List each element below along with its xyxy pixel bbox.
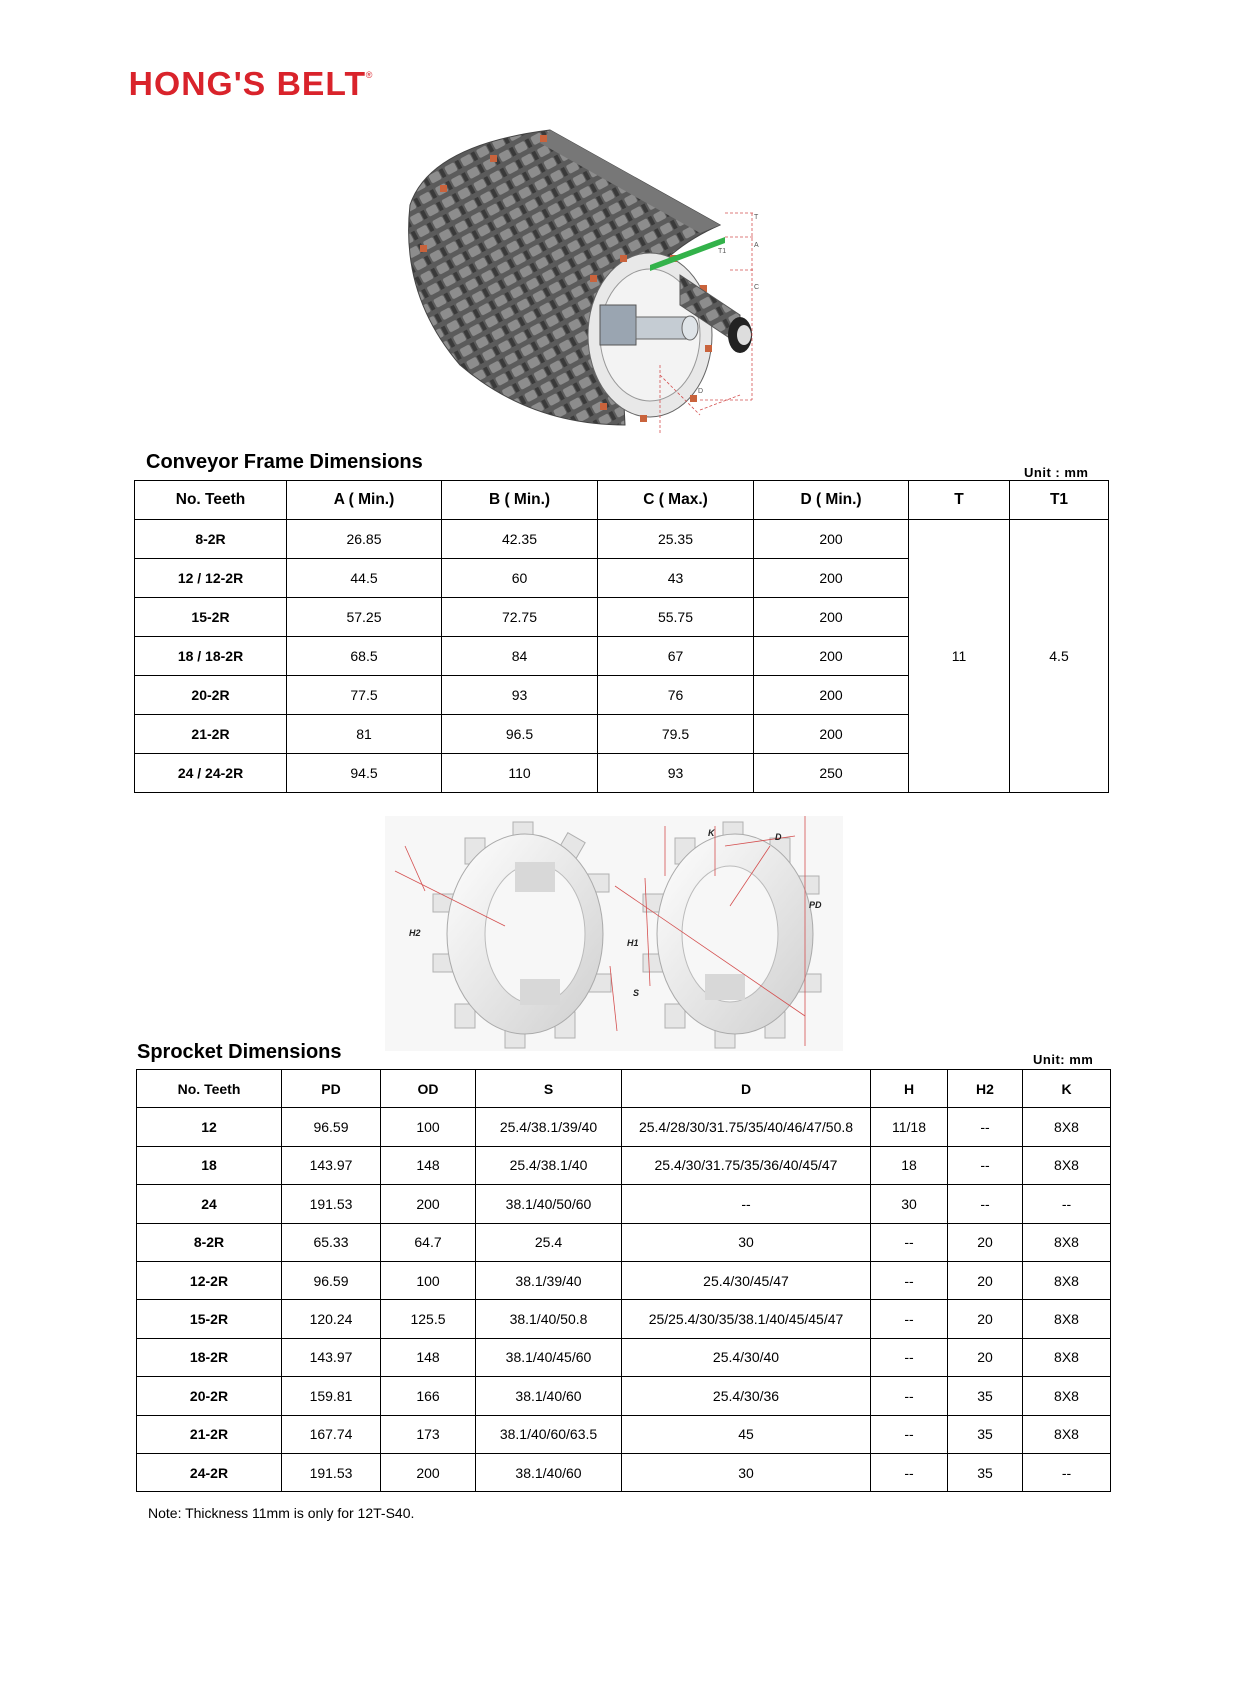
- table-cell: 20: [948, 1261, 1023, 1299]
- table-cell: 25.4/38.1/39/40: [476, 1108, 622, 1146]
- table-cell: 18 / 18-2R: [135, 637, 287, 676]
- column-header: K: [1023, 1070, 1111, 1108]
- registered-mark: ®: [365, 70, 373, 80]
- table-cell: 8X8: [1023, 1377, 1111, 1415]
- table-cell: 24: [137, 1185, 282, 1223]
- table-row: [137, 1146, 1111, 1184]
- table-cell: 8X8: [1023, 1223, 1111, 1261]
- table-cell: 24-2R: [137, 1453, 282, 1491]
- table-row: [137, 1108, 1111, 1146]
- table-cell: 8-2R: [135, 520, 287, 559]
- table-cell: 45: [622, 1415, 871, 1453]
- table-cell: 96.59: [282, 1108, 381, 1146]
- table-cell: 60: [442, 559, 598, 598]
- table-cell: --: [1023, 1185, 1111, 1223]
- table-cell: 18: [871, 1146, 948, 1184]
- table-cell: 25.4/38.1/40: [476, 1146, 622, 1184]
- column-header: OD: [381, 1070, 476, 1108]
- table-row: [137, 1338, 1111, 1376]
- table-cell: 38.1/40/50/60: [476, 1185, 622, 1223]
- table-header-row: [137, 1070, 1111, 1108]
- table-cell: 76: [598, 676, 754, 715]
- table-cell: 143.97: [282, 1338, 381, 1376]
- table-cell: 20-2R: [137, 1377, 282, 1415]
- table-cell: 44.5: [287, 559, 442, 598]
- table-cell: 200: [381, 1185, 476, 1223]
- table-cell: 84: [442, 637, 598, 676]
- table-cell: 148: [381, 1338, 476, 1376]
- table-cell: --: [871, 1223, 948, 1261]
- table-cell: 25.4/30/31.75/35/36/40/45/47: [622, 1146, 871, 1184]
- column-header: A ( Min.): [287, 481, 442, 520]
- table-cell: 35: [948, 1453, 1023, 1491]
- table-cell: 120.24: [282, 1300, 381, 1338]
- table-cell: 25.4/28/30/31.75/35/40/46/47/50.8: [622, 1108, 871, 1146]
- table-cell: --: [1023, 1453, 1111, 1491]
- table-cell: 20-2R: [135, 676, 287, 715]
- table-cell: 148: [381, 1146, 476, 1184]
- table-cell: 57.25: [287, 598, 442, 637]
- column-header: PD: [282, 1070, 381, 1108]
- table-cell: 200: [754, 715, 909, 754]
- table-cell: 250: [754, 754, 909, 793]
- table-cell: --: [871, 1453, 948, 1491]
- table-cell: 65.33: [282, 1223, 381, 1261]
- table-cell: 100: [381, 1261, 476, 1299]
- dim-label-t: T: [754, 214, 759, 221]
- table-cell: 72.75: [442, 598, 598, 637]
- table-row: [137, 1185, 1111, 1223]
- table-cell: 166: [381, 1377, 476, 1415]
- sprocket-section-title: Sprocket Dimensions: [137, 1041, 342, 1063]
- column-header: S: [476, 1070, 622, 1108]
- column-header: B ( Min.): [442, 481, 598, 520]
- table-cell: 42.35: [442, 520, 598, 559]
- table-cell: 38.1/40/60: [476, 1453, 622, 1491]
- column-header: C ( Max.): [598, 481, 754, 520]
- table-cell: 79.5: [598, 715, 754, 754]
- brand-logo: [128, 65, 373, 106]
- sprocket-unit-label: Unit: mm: [1033, 1052, 1094, 1067]
- table-cell: 96.5: [442, 715, 598, 754]
- table-cell: --: [622, 1185, 871, 1223]
- table-cell: 125.5: [381, 1300, 476, 1338]
- table-cell: 15-2R: [135, 598, 287, 637]
- dim-label-h1: H1: [627, 938, 639, 948]
- table-cell: 38.1/40/50.8: [476, 1300, 622, 1338]
- table-cell: 77.5: [287, 676, 442, 715]
- table-cell: 26.85: [287, 520, 442, 559]
- table-cell: 20: [948, 1300, 1023, 1338]
- column-header: H2: [948, 1070, 1023, 1108]
- table-cell: 8X8: [1023, 1261, 1111, 1299]
- table-cell: 38.1/40/60/63.5: [476, 1415, 622, 1453]
- table-cell: 143.97: [282, 1146, 381, 1184]
- table-cell: 18: [137, 1146, 282, 1184]
- table-cell: 8X8: [1023, 1338, 1111, 1376]
- table-row: [137, 1415, 1111, 1453]
- table-cell: 200: [754, 676, 909, 715]
- table-cell: 200: [754, 520, 909, 559]
- frame-dimensions-table: [134, 480, 1109, 793]
- table-cell: --: [871, 1300, 948, 1338]
- table-cell: 191.53: [282, 1453, 381, 1491]
- table-cell: --: [871, 1415, 948, 1453]
- brand-name: HONG'S BELT: [128, 65, 367, 102]
- table-cell: 11/18: [871, 1108, 948, 1146]
- table-cell: 38.1/40/60: [476, 1377, 622, 1415]
- column-header: D: [622, 1070, 871, 1108]
- table-cell: 20: [948, 1338, 1023, 1376]
- frame-section-title: Conveyor Frame Dimensions: [146, 451, 423, 473]
- table-cell: 94.5: [287, 754, 442, 793]
- table-cell: 24 / 24-2R: [135, 754, 287, 793]
- dim-label-c: C: [754, 284, 760, 291]
- table-cell: 30: [622, 1453, 871, 1491]
- dim-label-d: D: [775, 832, 782, 842]
- column-header: H: [871, 1070, 948, 1108]
- table-cell: --: [948, 1185, 1023, 1223]
- dim-label-t1: T1: [718, 248, 727, 255]
- column-header: D ( Min.): [754, 481, 909, 520]
- table-cell: --: [871, 1377, 948, 1415]
- table-cell: 8X8: [1023, 1300, 1111, 1338]
- conveyor-belt-drawing: [400, 125, 830, 445]
- t1-value-cell: 4.5: [1010, 520, 1109, 793]
- footnote: Note: Thickness 11mm is only for 12T-S40.: [148, 1505, 415, 1521]
- table-cell: 8X8: [1023, 1108, 1111, 1146]
- table-row: [137, 1300, 1111, 1338]
- dim-label-s: S: [633, 988, 640, 998]
- column-header: T: [909, 481, 1010, 520]
- table-cell: 38.1/39/40: [476, 1261, 622, 1299]
- table-row: [135, 520, 1109, 559]
- table-cell: 25.4: [476, 1223, 622, 1261]
- table-cell: 30: [622, 1223, 871, 1261]
- sprocket-dimensions-table: [136, 1069, 1111, 1492]
- column-header: No. Teeth: [135, 481, 287, 520]
- column-header: T1: [1010, 481, 1109, 520]
- table-cell: 173: [381, 1415, 476, 1453]
- table-cell: 67: [598, 637, 754, 676]
- table-cell: 12-2R: [137, 1261, 282, 1299]
- conveyor-belt-illustration: [400, 125, 830, 445]
- dim-label-k: K: [708, 828, 715, 838]
- table-cell: 191.53: [282, 1185, 381, 1223]
- table-cell: 35: [948, 1377, 1023, 1415]
- table-cell: 21-2R: [135, 715, 287, 754]
- table-cell: 68.5: [287, 637, 442, 676]
- table-cell: 100: [381, 1108, 476, 1146]
- table-cell: --: [871, 1261, 948, 1299]
- table-cell: 159.81: [282, 1377, 381, 1415]
- table-cell: 8X8: [1023, 1415, 1111, 1453]
- table-cell: --: [948, 1108, 1023, 1146]
- table-cell: 35: [948, 1415, 1023, 1453]
- table-row: [137, 1377, 1111, 1415]
- table-cell: 200: [754, 559, 909, 598]
- table-cell: 15-2R: [137, 1300, 282, 1338]
- table-cell: 25.4/30/45/47: [622, 1261, 871, 1299]
- table-row: [137, 1453, 1111, 1491]
- table-cell: --: [871, 1338, 948, 1376]
- table-cell: 55.75: [598, 598, 754, 637]
- table-cell: 25.4/30/40: [622, 1338, 871, 1376]
- table-cell: 20: [948, 1223, 1023, 1261]
- table-cell: 200: [381, 1453, 476, 1491]
- table-cell: 30: [871, 1185, 948, 1223]
- table-header-row: [135, 481, 1109, 520]
- dim-label-pd: PD: [809, 900, 822, 910]
- table-cell: 93: [598, 754, 754, 793]
- table-row: [137, 1261, 1111, 1299]
- table-cell: 8X8: [1023, 1146, 1111, 1184]
- sprocket-illustration: [385, 816, 843, 1051]
- frame-unit-label: Unit : mm: [1024, 465, 1089, 480]
- dim-label-h2: H2: [409, 928, 421, 938]
- table-cell: 25.35: [598, 520, 754, 559]
- table-cell: 21-2R: [137, 1415, 282, 1453]
- dim-label-d: D: [698, 388, 704, 395]
- table-cell: 12: [137, 1108, 282, 1146]
- table-cell: 81: [287, 715, 442, 754]
- column-header: No. Teeth: [137, 1070, 282, 1108]
- table-cell: 25/25.4/30/35/38.1/40/45/45/47: [622, 1300, 871, 1338]
- table-cell: 96.59: [282, 1261, 381, 1299]
- table-cell: 38.1/40/45/60: [476, 1338, 622, 1376]
- table-cell: 43: [598, 559, 754, 598]
- table-cell: 12 / 12-2R: [135, 559, 287, 598]
- table-cell: 200: [754, 637, 909, 676]
- table-cell: 64.7: [381, 1223, 476, 1261]
- table-cell: 200: [754, 598, 909, 637]
- table-cell: 167.74: [282, 1415, 381, 1453]
- table-cell: 93: [442, 676, 598, 715]
- table-cell: 8-2R: [137, 1223, 282, 1261]
- table-cell: --: [948, 1146, 1023, 1184]
- table-cell: 25.4/30/36: [622, 1377, 871, 1415]
- dim-label-a: A: [754, 242, 759, 249]
- table-cell: 18-2R: [137, 1338, 282, 1376]
- sprocket-drawing: [385, 816, 843, 1051]
- t-value-cell: 11: [909, 520, 1010, 793]
- table-cell: 110: [442, 754, 598, 793]
- table-row: [137, 1223, 1111, 1261]
